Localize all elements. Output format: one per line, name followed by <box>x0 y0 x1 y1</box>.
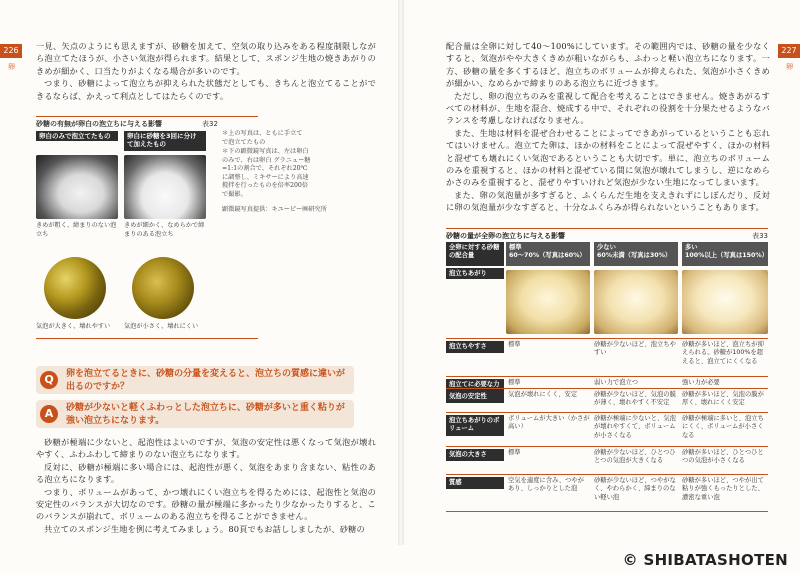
micro-egg-white-only <box>44 257 106 319</box>
figure-note-2: ＊下の顕微鏡写真は、左は卵白のみで、右は卵白 グラニュー糖=1:1の割合で、それぞれ20℃に調整し、ミキサーにより高速撹拌を行ったものを倍率200倍で撮影。 <box>222 148 311 198</box>
figure-col1-label: 卵白のみで泡立てたもの <box>36 131 118 141</box>
micro-egg-white-sugar <box>132 257 194 319</box>
row-label: 質感 <box>446 477 504 489</box>
left-page-tag: 卵 <box>8 63 15 71</box>
paragraph: また、卵の気泡量が多すぎると、ふくらんだ生地を支えきれずにしぼんだり、反対に卵の気泡量が少なすぎると、十分なふくらみが得られないということもあります。 <box>446 189 770 213</box>
cell: 気泡が壊れにくく、安定 <box>508 391 578 398</box>
table-title: 砂糖の量が全卵の泡立ちに与える影響 <box>446 232 565 240</box>
col-label: 多い <box>685 244 698 251</box>
cell: 砂糖が多いほど、つやが出て粘りが強くもったりとした、濃密な重い泡 <box>682 477 764 501</box>
table-col-standard <box>506 242 590 266</box>
question-badge: Q <box>40 371 58 389</box>
table-row <box>446 474 768 512</box>
col-sub: 60〜70%（写真は60%） <box>509 252 586 260</box>
figure-credit: 顕微鏡写真提供：キユーピー㈱研究所 <box>222 206 327 213</box>
paragraph: 配合量は全卵に対して40〜100%にしています。その範囲内では、砂糖の量を少なくすると、気泡がやや大きくきめが粗いながらも、ふわっと軽い泡立ちになります。一方、砂糖の量を多くするほど、泡立ちのボリュームが抑えられた、気泡が小さくきめが細かい、なめらかで締まりのある泡立ちに近づきます。 <box>446 41 770 89</box>
photo1-caption: きめが粗く、締まりのない泡立ち <box>36 222 117 238</box>
photo2-caption: きめが細かく、なめらかで締まりのある泡立ち <box>124 222 205 238</box>
paragraph: また、生地は材料を混ぜ合わせることによってできあがっているということも忘れてはいけません。泡立てた卵は、ほかの材料をことによって混ぜやすく、ほかの材料と混ぜても壊れにくい気泡であるということも大切です。単に、泡立ちのボリュームのみを重視すると、ほかの材料と混ぜている間に気泡が壊れてしまうし、逆になめらかさのみを重視すると、混ぜりやすいけれど気泡が少ない生地になってしまいます。 <box>446 127 770 188</box>
paragraph: つまり、砂糖によって泡立ちが抑えられた状態だとしても、きちんと泡立てることができるならば、かえって利点としてはたらくのです。 <box>36 78 376 101</box>
paragraph: 共立てのスポンジ生地を例に考えてみましょう。80頁でもお話ししましたが、砂糖の <box>44 523 365 534</box>
copyright-notice: © SHIBATASHOTEN <box>622 551 788 569</box>
table-row <box>446 412 768 439</box>
paragraph: つまり、ボリュームがあって、かつ壊れにくい泡立ちを得るためには、起泡性と気泡の安定性のバランスが大切なのです。砂糖の量が極端に多かったり少なかったりすると、このバランスが崩れて、ボリュームのある泡立ちを得ることができません。 <box>36 486 376 522</box>
table-corner-label: 全卵に対する砂糖の配合量 <box>446 242 504 266</box>
cell: 砂糖が極端に少ないと、気泡が壊れやすくて、ボリュームが小さくなる <box>594 415 676 439</box>
cell: 砂糖が少ないほど、泡立ちやすい <box>594 341 676 357</box>
row-label: 泡立ちやすさ <box>446 341 504 353</box>
cell: 弱い力で泡立つ <box>594 379 639 386</box>
row-label: 気泡の大きさ <box>446 449 504 461</box>
egg-white-sugar-photo <box>124 155 206 219</box>
paragraph: 一見、矢点のようにも思えますが、砂糖を加えて、空気の取り込みをある程度制限しながら泡立てたほうが、小さい気泡が得られます。結果として、スポンジ生地の焼きあがりのきめが細かく、口当たりがよくなる場合が多いのです。 <box>36 41 376 76</box>
answer-badge: A <box>40 405 58 423</box>
col-label: 標準 <box>509 244 522 251</box>
row-label-photo: 泡立ちあがり <box>446 268 504 279</box>
question-text: 卵を泡立てるときに、砂糖の分量を変えると、泡立ちの質感に違いが出るのですか？ <box>66 369 346 392</box>
cell: 砂糖が少ないほど、つやがなく、やわらかく、締まりのない軽い泡 <box>594 477 676 501</box>
book-gutter <box>398 0 404 545</box>
answer-text: 砂糖が少ないと軽くふわっとした泡立ちに、砂糖が多いと重く粘りが強い泡立ちになります。 <box>66 403 345 426</box>
table-number: 表33 <box>752 232 768 240</box>
figure-title: 砂糖の有無が卵白の泡立ちに与える影響 <box>36 120 162 128</box>
table-row <box>446 388 768 407</box>
left-page-number: 226 <box>0 44 22 58</box>
paragraph: ただし、卵の泡立ちのみを重視して配合を考えることはできません。焼きあがるすべての材料が、生地を混合、焼成する中で、それぞれの役割を十分果たせるようなバランスを考慮しなければなりません。 <box>446 90 770 126</box>
cell: 空気を適度に含み、つやがあり、しっかりとした泡 <box>508 477 584 493</box>
figure-col2-label: 卵白に砂糖を3回に分けて加えたもの <box>124 131 206 151</box>
right-page-tag: 卵 <box>786 63 793 71</box>
figure-note-1: ＊上の写真は、ともに手立てで泡立てたもの <box>222 130 303 146</box>
table-col-less <box>594 242 678 266</box>
paragraph: 反対に、砂糖が極端に多い場合には、起泡性が悪く、気泡をあまり含まない、粘性のある泡立ちになります。 <box>36 461 376 485</box>
row-label: 気泡の安定性 <box>446 391 504 403</box>
right-page-number: 227 <box>778 44 800 58</box>
table-row <box>446 376 768 388</box>
cell: 砂糖が多いほど、気泡の膜が厚く、壊れにくく安定 <box>682 391 764 407</box>
cell: 強い力が必要 <box>682 379 720 386</box>
micro1-caption: 気泡が大きく、壊れやすい <box>36 323 111 330</box>
cell: 砂糖が多いほど、泡立ちが抑えられる。砂糖が100%を超えると、泡立てにくくなる <box>682 341 764 365</box>
cell: 標準 <box>508 379 521 386</box>
figure-top-rule <box>36 116 258 117</box>
col-sub: 60%未満（写真は30%） <box>597 252 672 260</box>
cell: 標準 <box>508 341 521 348</box>
table-row <box>446 446 768 465</box>
table-top-rule <box>446 228 768 229</box>
left-intro-text <box>36 40 376 102</box>
cell: 標準 <box>508 449 521 456</box>
figure-bottom-rule <box>36 338 258 339</box>
figure-number: 表32 <box>202 120 218 128</box>
batter-less-photo <box>594 270 678 334</box>
batter-standard-photo <box>506 270 590 334</box>
col-label: 少ない <box>597 244 616 251</box>
cell: 砂糖が少ないほど、気泡の膜が薄く、壊れやすく不安定 <box>594 391 676 407</box>
egg-white-only-photo <box>36 155 118 219</box>
col-sub: 100%以上（写真は150%） <box>685 252 768 260</box>
micro2-caption: 気泡が小さく、壊れにくい <box>124 323 199 330</box>
row-label: 泡立てに必要な力 <box>446 379 504 391</box>
batter-more-photo <box>682 270 768 334</box>
right-body-text <box>446 40 770 214</box>
cell: 砂糖が極端に多いと、泡立ちにくく、ボリュームが小さくなる <box>682 415 764 439</box>
paragraph: 砂糖が極端に少ないと、起泡性はよいのですが、気泡の安定性は悪くなって気泡が壊れやすく、ふわふわして締まりのない泡立ちになります。 <box>36 437 376 460</box>
cell: 砂糖が多いほど、ひとつひとつの気泡が小さくなる <box>682 449 764 465</box>
table-row <box>446 338 768 365</box>
cell: ボリュームが大きい（かさが高い） <box>508 415 590 431</box>
table-col-more <box>682 242 768 266</box>
row-label: 泡立ちあがりのボリューム <box>446 415 504 436</box>
left-body-text <box>36 436 376 535</box>
cell: 砂糖が少ないほど、ひとつひとつの気泡が大きくなる <box>594 449 676 465</box>
